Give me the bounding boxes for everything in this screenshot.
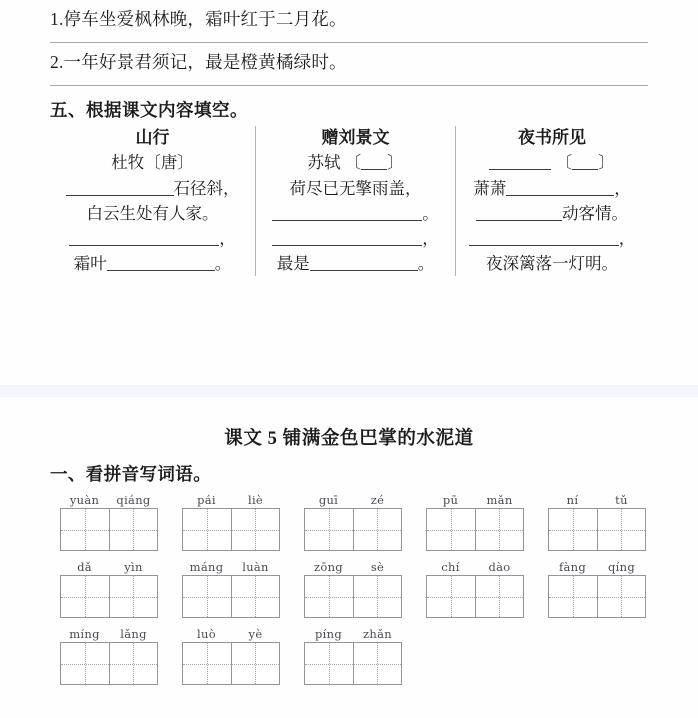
- section-heading: 五、根据课文内容填空。: [50, 100, 248, 121]
- pinyin-labels: [182, 493, 280, 507]
- poem-fill-in-table: [50, 126, 648, 276]
- grid-cell[interactable]: [61, 643, 109, 684]
- pinyin-word-group: [60, 627, 158, 685]
- pinyin-labels: [304, 493, 402, 507]
- poem-verse: [56, 176, 249, 201]
- poem-verse-tail: ，: [614, 178, 631, 198]
- task-heading: 一、看拼音写词语。: [50, 464, 212, 484]
- pinyin-syllable: zhǎn: [363, 627, 392, 641]
- poem-verse: [56, 201, 249, 226]
- pinyin-labels: [304, 627, 402, 641]
- grid-cell[interactable]: [231, 576, 279, 617]
- pinyin-word-group: [182, 560, 280, 618]
- blank-line[interactable]: [107, 270, 215, 271]
- pinyin-syllable: dǎ: [77, 560, 92, 574]
- poem-verse-tail: 。: [417, 253, 435, 273]
- question-number: 2.: [50, 52, 64, 73]
- question-item: [50, 43, 648, 76]
- pinyin-syllable: luàn: [242, 560, 269, 574]
- pinyin-syllable: tǔ: [615, 493, 628, 507]
- character-grid[interactable]: [182, 508, 280, 551]
- blank-line[interactable]: [66, 195, 174, 196]
- grid-cell[interactable]: [109, 576, 157, 617]
- bracket-open: 〔: [344, 152, 362, 172]
- poem-dynasty: 唐: [160, 152, 178, 172]
- poem-author: [462, 151, 642, 176]
- pinyin-row: [50, 493, 648, 551]
- question-text: 一年好景君须记，最是橙黄橘绿时。: [63, 52, 347, 73]
- character-grid[interactable]: [548, 508, 646, 551]
- character-grid[interactable]: [60, 508, 158, 551]
- poem-author-name: 苏轼: [307, 152, 341, 172]
- page-break-separator: [0, 385, 698, 397]
- pinyin-labels: [182, 560, 280, 574]
- grid-cell[interactable]: [597, 509, 645, 550]
- poem-verse-text: 石径斜，: [173, 178, 240, 198]
- blank-line[interactable]: [506, 195, 614, 196]
- poem-verse-text: 萧萧: [473, 178, 507, 198]
- poem-title: 山行: [135, 128, 170, 148]
- pinyin-syllable: míng: [69, 627, 100, 641]
- bracket-close: 〕: [177, 152, 194, 172]
- poem-verse-text: 。: [422, 203, 439, 223]
- blank-line[interactable]: [572, 169, 598, 170]
- grid-cell[interactable]: [305, 643, 353, 684]
- grid-cell[interactable]: [353, 509, 401, 550]
- pinyin-syllable: zé: [370, 493, 385, 507]
- pinyin-word-group: [304, 493, 402, 551]
- character-grid[interactable]: [182, 642, 280, 685]
- character-grid[interactable]: [426, 508, 524, 551]
- pinyin-labels: [60, 493, 158, 507]
- pinyin-syllable: zōng: [314, 560, 343, 574]
- pinyin-syllable: qíng: [607, 560, 635, 574]
- poem-verse-text: 夜深篱落一灯明。: [486, 253, 618, 273]
- grid-cell[interactable]: [109, 509, 157, 550]
- pinyin-syllable: chí: [441, 560, 460, 574]
- poem-verse: [462, 201, 642, 226]
- grid-cell[interactable]: [597, 576, 645, 617]
- blank-line[interactable]: [272, 245, 422, 246]
- pinyin-labels: [548, 560, 646, 574]
- poem-verse: [462, 226, 642, 251]
- poem-verse: [462, 251, 642, 276]
- blank-line[interactable]: [489, 169, 551, 170]
- pinyin-row: [50, 560, 648, 618]
- grid-cell[interactable]: [305, 576, 353, 617]
- pinyin-word-group: [60, 560, 158, 618]
- blank-line[interactable]: [469, 245, 619, 246]
- pinyin-labels: [304, 560, 402, 574]
- blank-line[interactable]: [310, 270, 418, 271]
- poem-author: [262, 151, 449, 176]
- grid-cell[interactable]: [353, 576, 401, 617]
- poem-verse-tail: 。: [214, 253, 232, 273]
- pinyin-syllable: pái: [197, 493, 216, 507]
- poem-verse-text: ，: [618, 228, 636, 248]
- character-grid[interactable]: [548, 575, 646, 618]
- pinyin-syllable: yè: [248, 627, 263, 641]
- blank-line[interactable]: [272, 220, 422, 221]
- pinyin-word-group: [304, 627, 402, 685]
- pinyin-word-group: [182, 493, 280, 551]
- poem-verse: [262, 201, 449, 226]
- pinyin-syllable: ní: [566, 493, 579, 507]
- pinyin-syllable: fàng: [558, 560, 587, 574]
- grid-cell[interactable]: [427, 509, 475, 550]
- grid-cell[interactable]: [183, 643, 231, 684]
- poem-column-yeshusuojian: [455, 126, 648, 276]
- pinyin-syllable: máng: [189, 560, 224, 574]
- bracket-open: 〔: [144, 152, 161, 172]
- question-text: 停车坐爱枫林晚，霜叶红于二月花。: [63, 9, 347, 29]
- pinyin-word-group: [182, 627, 280, 685]
- pinyin-labels: [60, 627, 158, 641]
- grid-cell[interactable]: [183, 509, 231, 550]
- grid-cell[interactable]: [549, 509, 597, 550]
- pinyin-labels: [426, 560, 524, 574]
- grid-cell[interactable]: [231, 643, 279, 684]
- blank-line[interactable]: [361, 169, 387, 170]
- pinyin-word-group: [304, 560, 402, 618]
- pinyin-word-group: [60, 493, 158, 551]
- poem-verse-text: 最是: [276, 253, 310, 273]
- pinyin-word-group: [426, 560, 524, 618]
- grid-cell[interactable]: [109, 643, 157, 684]
- grid-cell[interactable]: [61, 576, 109, 617]
- poem-verse-text: 霜叶: [73, 253, 107, 273]
- pinyin-syllable: mǎn: [486, 493, 513, 507]
- character-grid[interactable]: [60, 642, 158, 685]
- poem-title: 夜书所见: [518, 128, 586, 148]
- pinyin-row: [50, 627, 648, 685]
- pinyin-syllable: píng: [314, 627, 342, 641]
- poem-column-zengliujingwen: [255, 126, 455, 276]
- bracket-close: 〕: [598, 152, 615, 172]
- grid-cell[interactable]: [183, 576, 231, 617]
- pinyin-word-group: [426, 493, 524, 551]
- pinyin-word-group: [548, 493, 646, 551]
- pinyin-labels: [426, 493, 524, 507]
- character-grid[interactable]: [304, 508, 402, 551]
- blank-line[interactable]: [476, 220, 562, 221]
- poem-author-name: 杜牧: [111, 152, 145, 172]
- poem-verse-text: 白云生处有人家。: [86, 203, 219, 223]
- poem-verse: [262, 226, 449, 251]
- pinyin-syllable: luò: [197, 627, 216, 641]
- answer-rule: [50, 85, 648, 86]
- blank-line[interactable]: [69, 245, 219, 246]
- grid-cell[interactable]: [231, 509, 279, 550]
- poem-verse: [462, 176, 642, 201]
- poem-title: 赠刘景文: [321, 128, 390, 148]
- poem-verse-text: ，: [219, 228, 236, 248]
- poem-author: [56, 151, 249, 176]
- pinyin-labels: [182, 627, 280, 641]
- pinyin-syllable: lǎng: [120, 627, 147, 641]
- character-grid[interactable]: [426, 575, 524, 618]
- grid-cell[interactable]: [475, 509, 523, 550]
- poem-verse: [56, 251, 249, 276]
- pinyin-syllable: yuàn: [69, 493, 100, 507]
- character-grid[interactable]: [182, 575, 280, 618]
- poem-verse-text: 动客情。: [562, 203, 628, 223]
- pinyin-word-group: [548, 560, 646, 618]
- pinyin-syllable: dào: [488, 560, 511, 574]
- pinyin-syllable: guī: [318, 493, 339, 507]
- pinyin-syllable: sè: [370, 560, 385, 574]
- lesson-title: 课文 5 铺满金色巴掌的水泥道: [224, 429, 474, 449]
- grid-cell[interactable]: [475, 576, 523, 617]
- poem-verse: [262, 251, 449, 276]
- poem-verse: [262, 176, 449, 201]
- pinyin-syllable: pū: [442, 493, 459, 507]
- pinyin-labels: [548, 493, 646, 507]
- poem-verse: [56, 226, 249, 251]
- character-grid[interactable]: [304, 642, 402, 685]
- bracket-open: 〔: [555, 152, 573, 172]
- pinyin-syllable: liè: [247, 493, 264, 507]
- worksheet-page-2: [0, 397, 698, 718]
- pinyin-labels: [60, 560, 158, 574]
- bracket-close: 〕: [387, 152, 404, 172]
- character-grid[interactable]: [304, 575, 402, 618]
- grid-cell[interactable]: [61, 509, 109, 550]
- grid-cell[interactable]: [305, 509, 353, 550]
- grid-cell[interactable]: [549, 576, 597, 617]
- poem-verse-text: 荷尽已无擎雨盖，: [289, 178, 422, 198]
- grid-cell[interactable]: [427, 576, 475, 617]
- character-grid[interactable]: [60, 575, 158, 618]
- grid-cell[interactable]: [353, 643, 401, 684]
- pinyin-syllable: qiáng: [116, 493, 151, 507]
- poem-column-shanxing: [50, 126, 255, 276]
- question-number: 1.: [50, 9, 64, 29]
- question-item: [50, 0, 648, 33]
- pinyin-syllable: yìn: [124, 560, 143, 574]
- poem-verse-text: ，: [422, 228, 439, 248]
